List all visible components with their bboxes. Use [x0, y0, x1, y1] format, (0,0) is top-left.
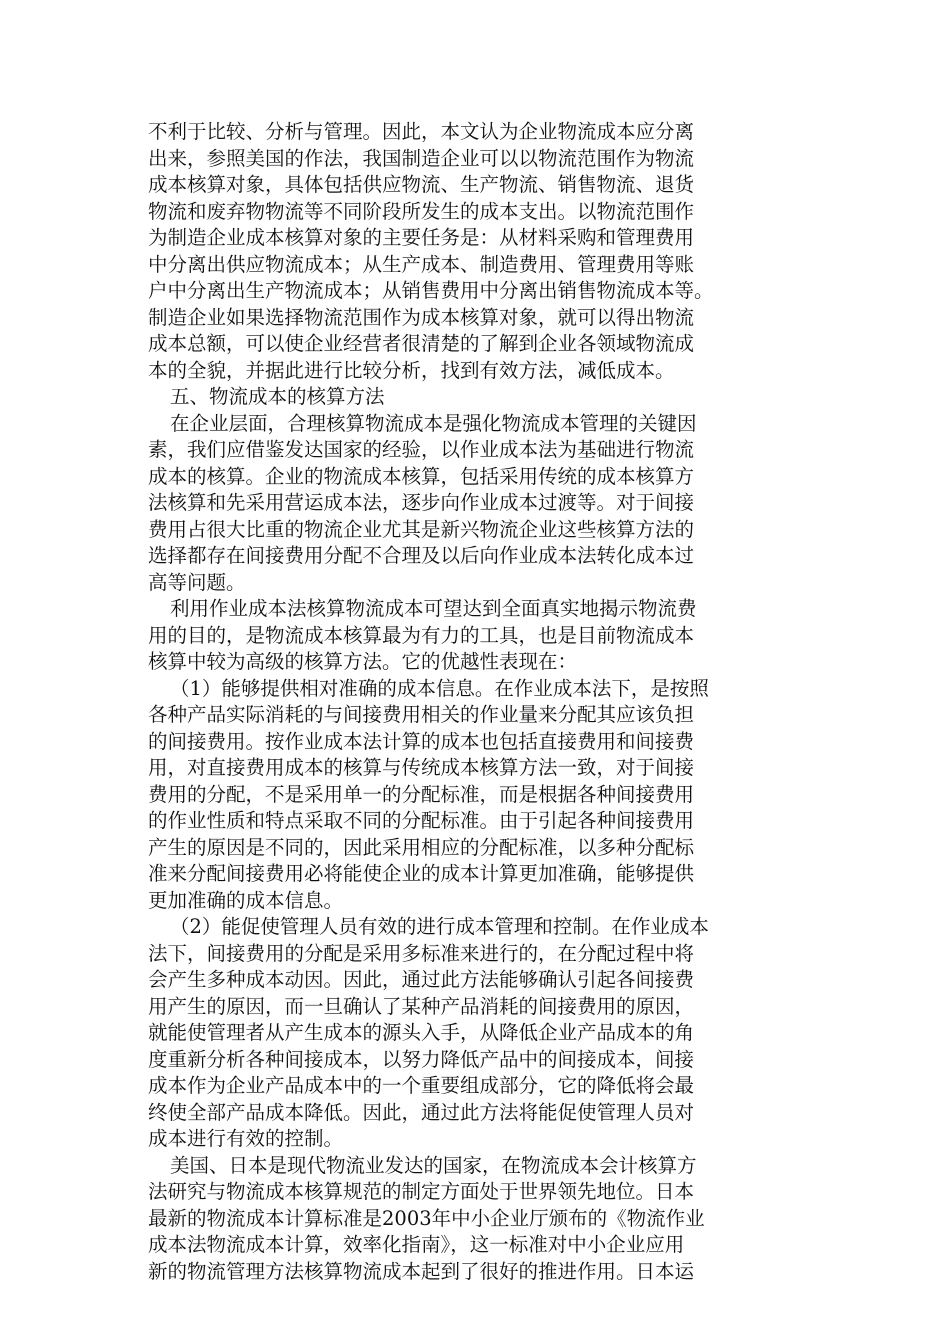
text-line: 费用占很大比重的物流企业尤其是新兴物流企业这些核算方法的 [148, 517, 695, 541]
text-line: 最新的物流成本计算标准是2003年中小企业厅颁布的《物流作业 [148, 1206, 705, 1230]
text-line: 就能使管理者从产生成本的源头入手，从降低企业产品成本的角 [148, 1021, 695, 1044]
text-line: 制造企业如果选择物流范围作为成本核算对象，就可以得出物流 [148, 305, 695, 329]
text-line: 产生的原因是不同的，因此采用相应的分配标准，以多种分配标 [148, 835, 695, 859]
text-line: （1）能够提供相对准确的成本信息。在作业成本法下，是按照 [170, 676, 709, 700]
body-text [148, 119, 798, 1285]
section-heading: 五、物流成本的核算方法 [170, 385, 385, 408]
text-line: 法下，间接费用的分配是采用多标准来进行的，在分配过程中将 [148, 941, 695, 965]
text-line: 用产生的原因，而一旦确认了某种产品消耗的间接费用的原因， [148, 994, 695, 1018]
text-line: 度重新分析各种间接成本，以努力降低产品中的间接成本，间接 [148, 1047, 695, 1071]
text-line: 终使全部产品成本降低。因此，通过此方法将能促使管理人员对 [148, 1100, 695, 1124]
text-line: 在企业层面，合理核算物流成本是强化物流成本管理的关键因 [170, 411, 697, 435]
text-line: 更加准确的成本信息。 [148, 888, 344, 912]
text-line: 用，对直接费用成本的核算与传统成本核算方法一致，对于间接 [148, 756, 695, 779]
text-line: 准来分配间接费用必将能使企业的成本计算更加准确，能够提供 [148, 862, 695, 885]
text-line: 出来，参照美国的作法，我国制造企业可以以物流范围作为物流 [148, 146, 695, 170]
text-line: 成本核算对象，具体包括供应物流、生产物流、销售物流、退货 [148, 173, 695, 196]
text-line: 选择都存在间接费用分配不合理及以后向作业成本法转化成本过 [148, 544, 695, 567]
text-line: 素，我们应借鉴发达国家的经验，以作业成本法为基础进行物流 [148, 438, 695, 461]
text-line: 本的全貌，并据此进行比较分析，找到有效方法，减低成本。 [148, 358, 675, 382]
text-line: 成本作为企业产品成本中的一个重要组成部分，它的降低将会最 [148, 1074, 695, 1097]
text-line: 法核算和先采用营运成本法，逐步向作业成本过渡等。对于间接 [148, 491, 695, 514]
text-line: 成本的核算。企业的物流成本核算，包括采用传统的成本核算方 [148, 464, 695, 488]
text-line: 费用的分配，不是采用单一的分配标准，而是根据各种间接费用 [148, 782, 695, 806]
text-line: 成本法物流成本计算，效率化指南》，这一标准对中小企业应用 [148, 1233, 685, 1256]
text-line: 新的物流管理方法核算物流成本起到了很好的推进作用。日本运 [148, 1259, 695, 1283]
text-line: 的间接费用。按作业成本法计算的成本也包括直接费用和间接费 [148, 729, 695, 753]
text-line: （2）能促使管理人员有效的进行成本管理和控制。在作业成本 [170, 915, 709, 938]
text-line: 利用作业成本法核算物流成本可望达到全面真实地揭示物流费 [170, 597, 697, 620]
text-line: 不利于比较、分析与管理。因此，本文认为企业物流成本应分离 [148, 120, 695, 143]
text-line: 高等问题。 [148, 570, 246, 594]
text-line: 成本总额，可以使企业经营者很清楚的了解到企业各领域物流成 [148, 332, 695, 355]
text-line: 各种产品实际消耗的与间接费用相关的作业量来分配其应该负担 [148, 703, 695, 726]
text-line: 户中分离出生产物流成本；从销售费用中分离出销售物流成本等。 [148, 279, 714, 302]
text-line: 成本进行有效的控制。 [148, 1127, 344, 1150]
text-line: 中分离出供应物流成本；从生产成本、制造费用、管理费用等账 [148, 252, 695, 276]
text-line: 的作业性质和特点采取不同的分配标准。由于引起各种间接费用 [148, 809, 695, 832]
text-line: 物流和废弃物物流等不同阶段所发生的成本支出。以物流范围作 [148, 199, 695, 223]
text-line: 核算中较为高级的核算方法。它的优越性表现在： [148, 650, 578, 673]
text-line: 法研究与物流成本核算规范的制定方面处于世界领先地位。日本 [148, 1180, 695, 1203]
text-line: 用的目的，是物流成本核算最为有力的工具，也是目前物流成本 [148, 623, 695, 647]
text-line: 美国、日本是现代物流业发达的国家，在物流成本会计核算方 [170, 1153, 697, 1177]
text-line: 为制造企业成本核算对象的主要任务是：从材料采购和管理费用 [148, 226, 695, 249]
text-line: 会产生多种成本动因。因此，通过此方法能够确认引起各间接费 [148, 968, 695, 991]
